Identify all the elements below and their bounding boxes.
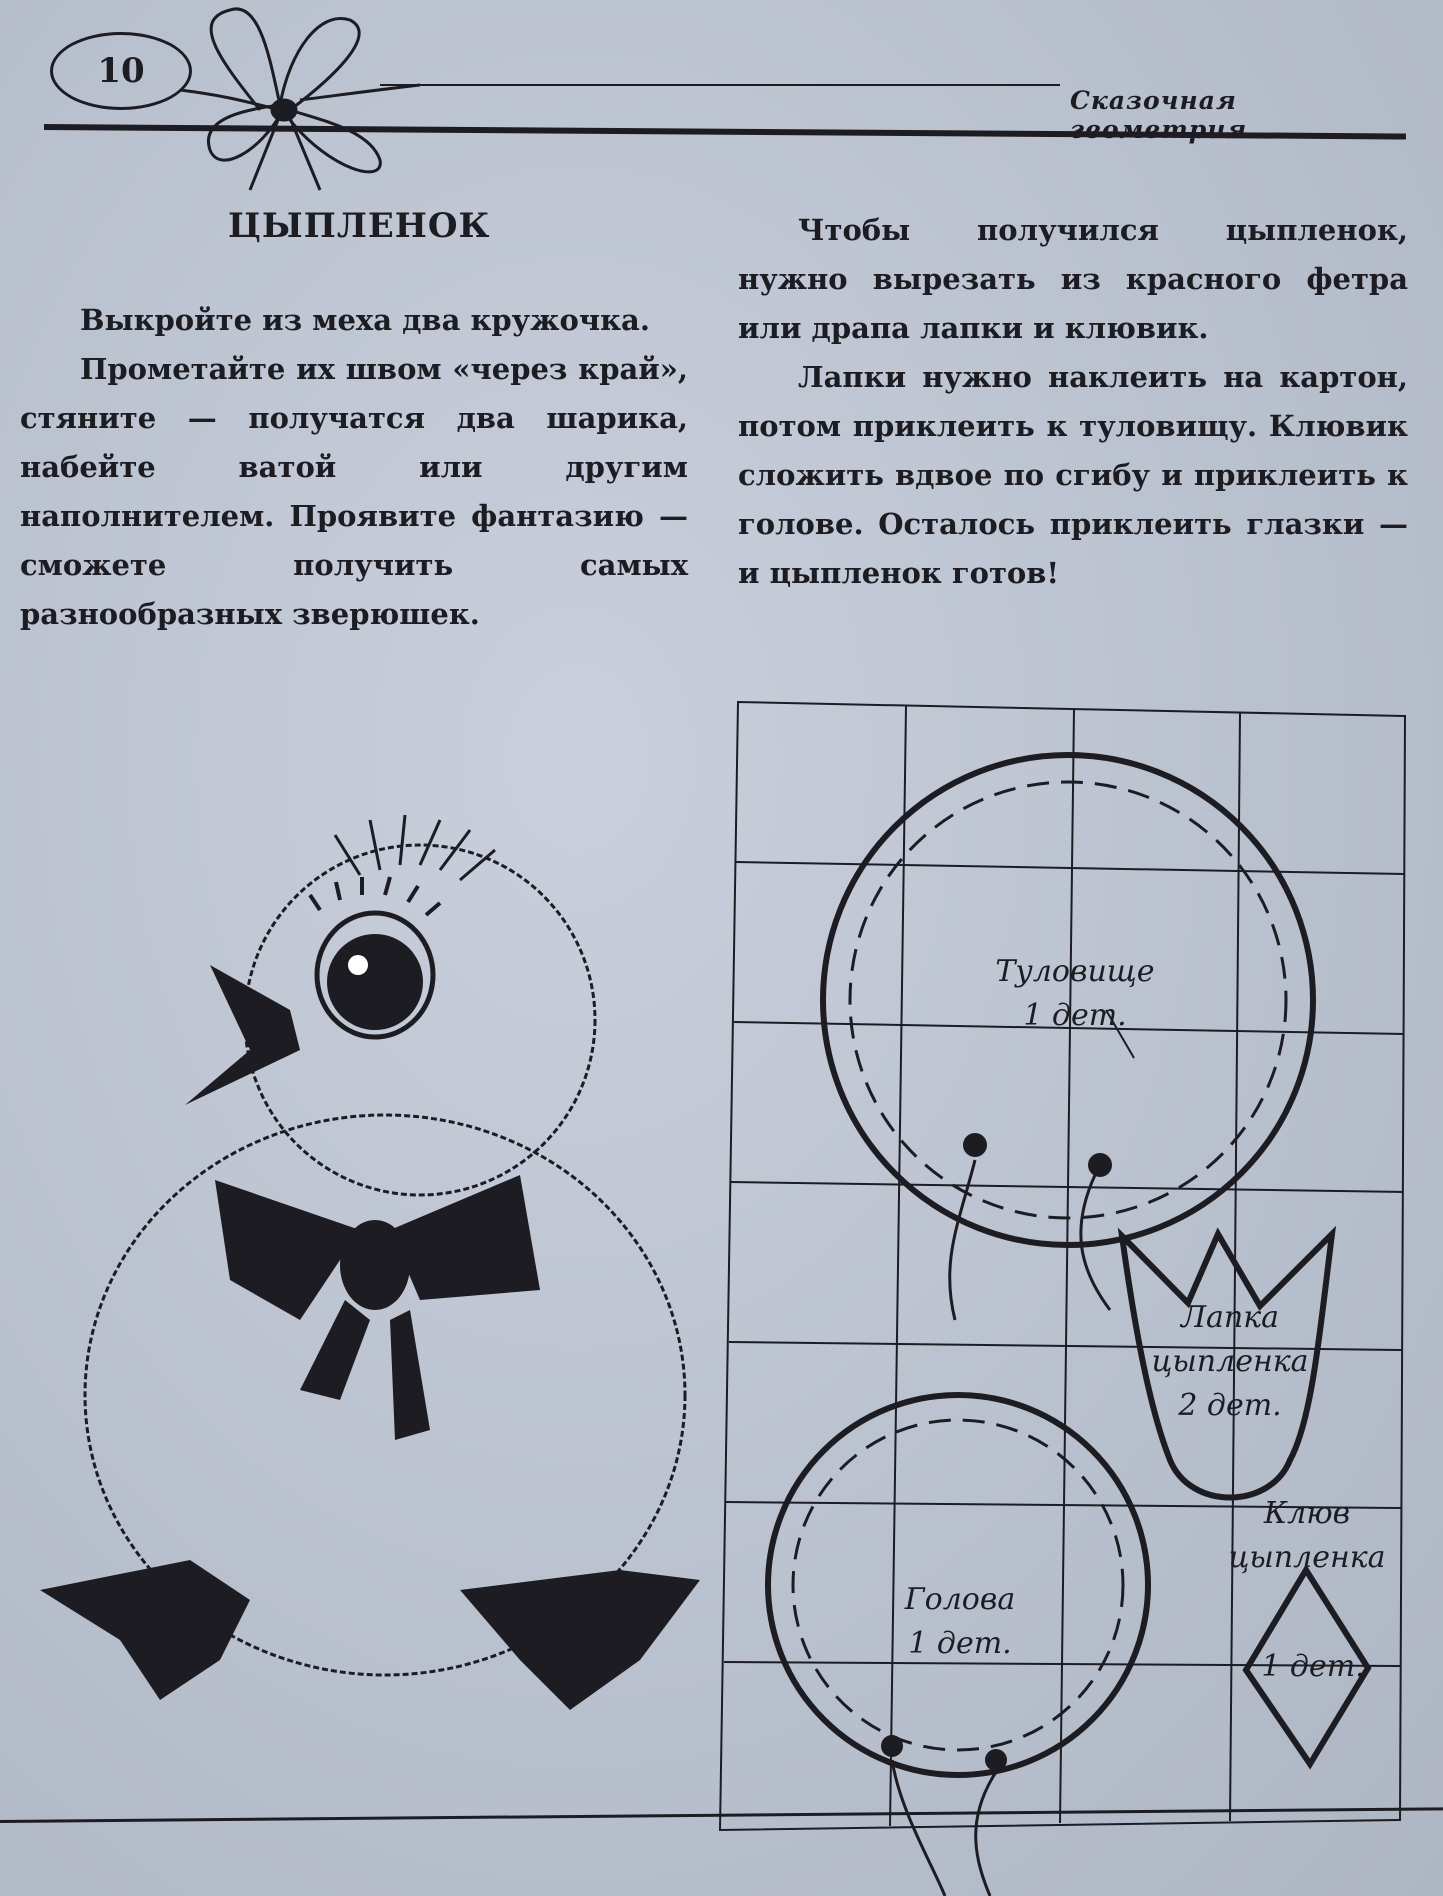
right-paragraph-2: Лапки нужно наклеить на картон, потом приклеить к туловищу. Клювик сложить вдвое по сгибу и приклеить к голове. Осталось приклеить глазки — и цыпленок готов! [738, 360, 1408, 590]
body-label: Туловище 1 дет. [995, 954, 1155, 1033]
right-paragraph-1: Чтобы получился цыпленок, нужно вырезать из красного фетра или драпа лапки и клювик. [738, 213, 1408, 345]
article-title: ЦЫПЛЕНОК [228, 206, 491, 246]
left-paragraph-1: Выкройте из меха два кружочка. [80, 303, 650, 337]
beak-count-label: 1 дет. [1261, 1649, 1365, 1684]
foot-label: Лапка цыпленка 2 дет. [1151, 1300, 1309, 1423]
running-title: Сказочная геометрия [1070, 86, 1248, 144]
beak-label: Клюв цыпленка [1228, 1496, 1386, 1575]
left-paragraph-2: Прометайте их швом «через край», стяните — получатся два шарика, набейте ватой или другим наполнителем. Проявите фантазию — сможете получить самых разнообразных зверюшек. [20, 352, 688, 631]
page-number-text: 10 [97, 51, 145, 91]
head-label: Голова 1 дет. [904, 1582, 1016, 1661]
